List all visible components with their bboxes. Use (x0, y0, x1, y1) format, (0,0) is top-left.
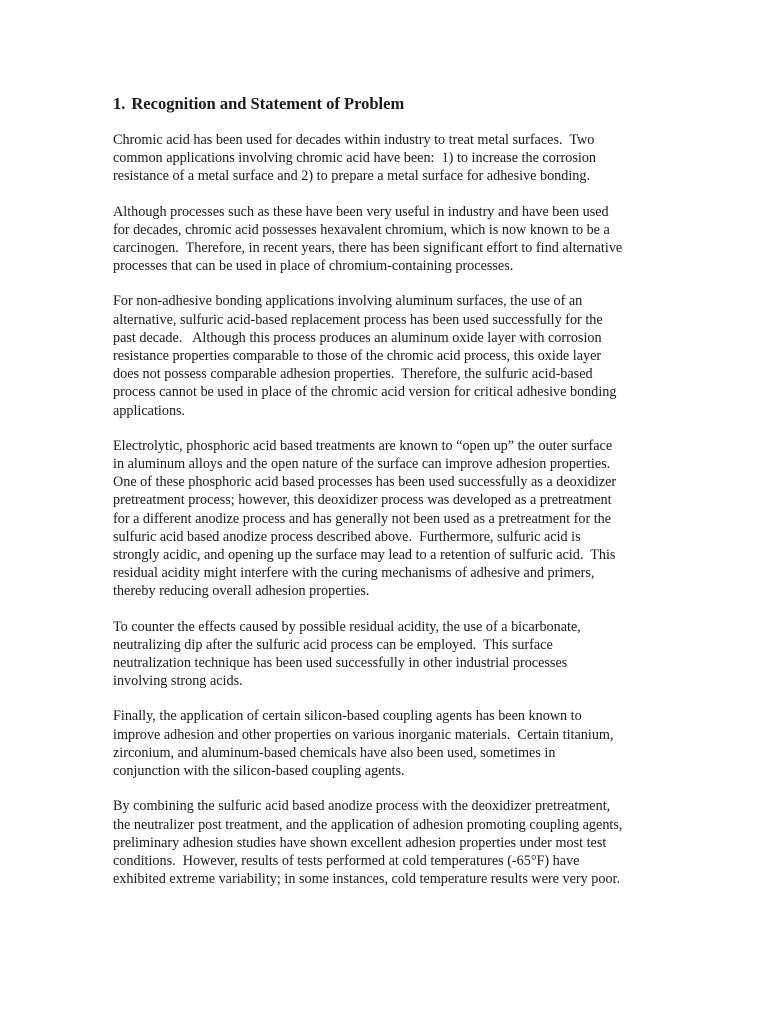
section-heading (113, 94, 658, 114)
text-line: in aluminum alloys and the open nature of the surface can improve adhesion properties. (113, 456, 611, 473)
text-line: zirconium, and aluminum-based chemicals have also been used, sometimes in (113, 744, 556, 761)
text-line: One of these phosphoric acid based processes has been used successfully as a deoxidizer (113, 474, 617, 491)
text-line: common applications involving chromic acid have been: 1) to increase the corrosion (113, 150, 597, 167)
paragraph (113, 707, 658, 780)
text-line: Chromic acid has been used for decades within industry to treat metal surfaces. Two (113, 132, 595, 148)
paragraph (113, 437, 658, 601)
text-line: process cannot be used in place of the chromic acid version for critical adhesive bonding (113, 384, 617, 401)
text-line: preliminary adhesion studies have shown excellent adhesion properties under most test (113, 834, 607, 851)
text-line: alternative, sulfuric acid-based replacement process has been used successfully for the (113, 311, 603, 328)
text-line: for a different anodize process and has generally not been used as a pretreatment for the (113, 510, 612, 527)
section-title: Recognition and Statement of Problem (131, 94, 405, 113)
paragraph (113, 292, 658, 419)
text-line: involving strong acids. (113, 673, 243, 690)
body-text (113, 131, 658, 888)
paragraph (113, 203, 658, 276)
text-line: does not possess comparable adhesion properties. Therefore, the sulfuric acid-based (113, 366, 593, 383)
section-number: 1. (113, 94, 126, 113)
text-line: carcinogen. Therefore, in recent years, there has been significant effort to find alternative (113, 240, 623, 257)
text-line: By combining the sulfuric acid based anodize process with the deoxidizer pretreatment, (113, 798, 611, 815)
text-line: resistance of a metal surface and 2) to prepare a metal surface for adhesive bonding. (113, 168, 591, 185)
text-line: the neutralizer post treatment, and the application of adhesion promoting coupling agents, (113, 816, 623, 833)
document-page (113, 94, 658, 905)
text-line: resistance properties comparable to those of the chromic acid process, this oxide layer (113, 348, 602, 365)
text-line: residual acidity might interfere with the curing mechanisms of adhesive and primers, (113, 565, 595, 582)
text-line: Finally, the application of certain silicon-based coupling agents has been known to (113, 708, 582, 725)
text-line: for decades, chromic acid possesses hexavalent chromium, which is now known to be a (113, 221, 610, 238)
text-line: Electrolytic, phosphoric acid based treatments are known to “open up” the outer surface (113, 437, 613, 454)
text-line: neutralizing dip after the sulfuric acid process can be employed. This surface (113, 636, 553, 653)
text-line: past decade. Although this process produces an aluminum oxide layer with corrosion (113, 329, 602, 346)
text-line: For non-adhesive bonding applications involving aluminum surfaces, the use of an (113, 293, 583, 310)
text-line: applications. (113, 402, 186, 419)
text-line: To counter the effects caused by possible residual acidity, the use of a bicarbonate, (113, 618, 581, 635)
text-line: conditions. However, results of tests performed at cold temperatures (-65°F) have (113, 852, 580, 869)
text-line: processes that can be used in place of chromium-containing processes. (113, 258, 514, 275)
text-line: conjunction with the silicon-based coupling agents. (113, 763, 405, 780)
paragraph (113, 131, 658, 186)
text-line: strongly acidic, and opening up the surface may lead to a retention of sulfuric acid. This (113, 547, 616, 564)
text-line: sulfuric acid based anodize process described above. Furthermore, sulfuric acid is (113, 528, 581, 545)
text-line: Although processes such as these have been very useful in industry and have been used (113, 203, 609, 220)
text-line: thereby reducing overall adhesion properties. (113, 583, 370, 600)
paragraph (113, 797, 658, 888)
text-line: exhibited extreme variability; in some instances, cold temperature results were very poor. (113, 871, 621, 888)
text-line: pretreatment process; however, this deoxidizer process was developed as a pretreatment (113, 492, 612, 509)
text-line: neutralization technique has been used successfully in other industrial processes (113, 655, 568, 672)
paragraph (113, 618, 658, 691)
text-line: improve adhesion and other properties on various inorganic materials. Certain titanium, (113, 726, 614, 743)
